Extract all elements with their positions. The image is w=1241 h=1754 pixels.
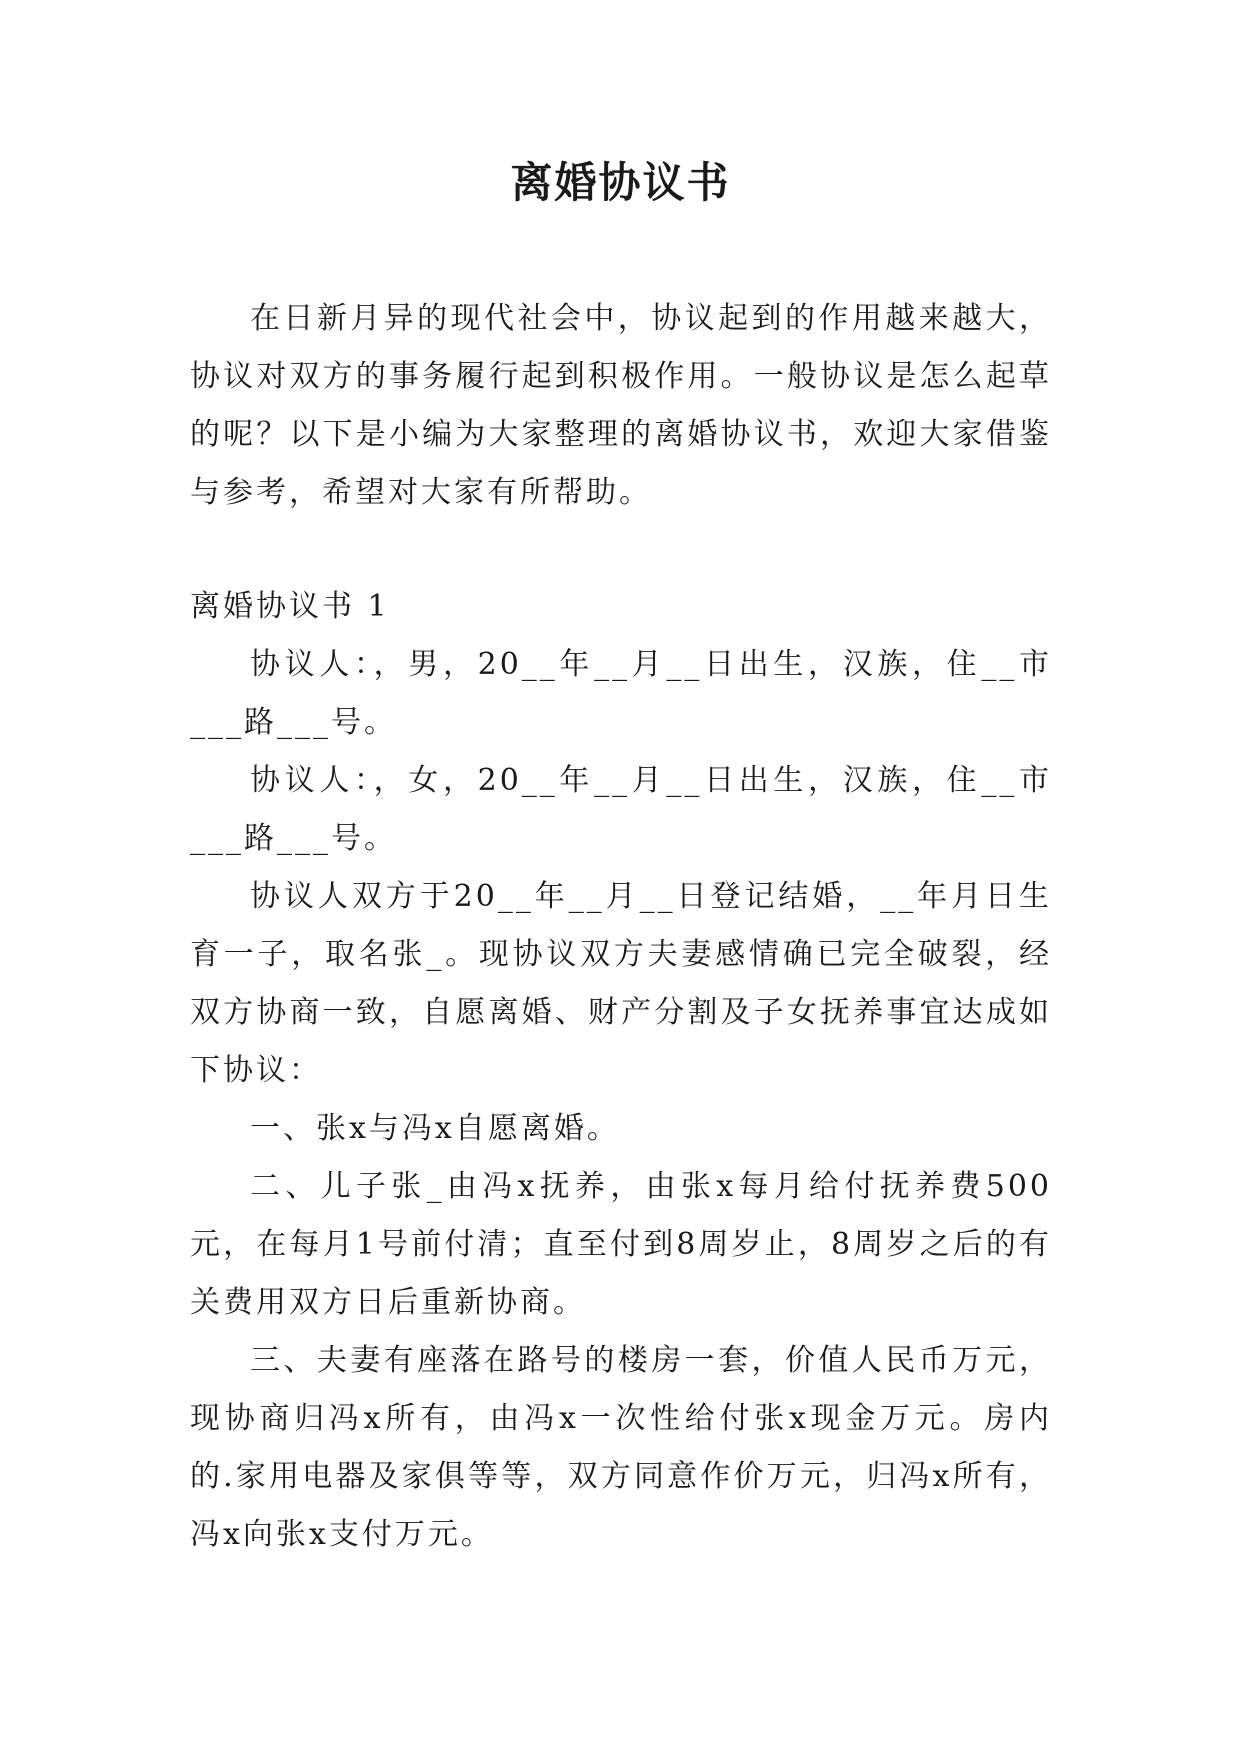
marriage-info-paragraph: 协议人双方于20__年__月__日登记结婚，__年月日生育一子，取名张_。现协议双方夫妻感情确已完全破裂，经双方协商一致，自愿离婚、财产分割及子女抚养事宜达成如下协议： bbox=[190, 879, 1052, 1088]
party-female-paragraph: 协议人：，女，20__年__月__日出生，汉族，住__市___路___号。 bbox=[190, 763, 1052, 856]
clause-1-paragraph: 一、张x与冯x自愿离婚。 bbox=[250, 1111, 620, 1146]
clause-2-paragraph: 二、儿子张_由冯x抚养，由张x每月给付抚养费500元，在每月1号前付清；直至付到8周岁止，8周岁之后的有关费用双方日后重新协商。 bbox=[190, 1169, 1052, 1320]
section-title: 离婚协议书 1 bbox=[190, 589, 390, 624]
document-body bbox=[190, 290, 1052, 1564]
document-title: 离婚协议书 bbox=[510, 158, 731, 207]
intro-paragraph: 在日新月异的现代社会中，协议起到的作用越来越大，协议对双方的事务履行起到积极作用。一般协议是怎么起草的呢？以下是小编为大家整理的离婚协议书，欢迎大家借鉴与参考，希望对大家有所帮助。 bbox=[190, 301, 1052, 510]
clause-3-paragraph: 三、夫妻有座落在路号的楼房一套，价值人民币万元，现协商归冯x所有，由冯x一次性给付张x现金万元。房内的.家用电器及家俱等等，双方同意作价万元，归冯x所有，冯x向张x支付万元。 bbox=[190, 1343, 1052, 1552]
party-male-paragraph: 协议人：，男，20__年__月__日出生，汉族，住__市___路___号。 bbox=[190, 647, 1052, 740]
